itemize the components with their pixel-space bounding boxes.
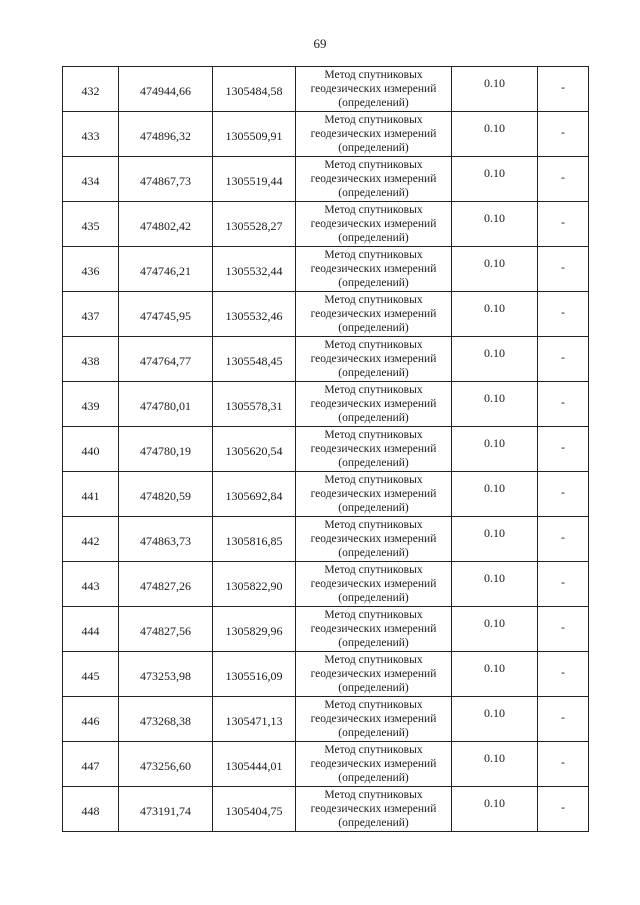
y-coordinate-cell-text: 1305471,13 bbox=[225, 713, 283, 728]
method-cell bbox=[296, 697, 452, 742]
point-number-cell bbox=[63, 112, 119, 157]
method-line: (определений) bbox=[338, 367, 409, 379]
y-coordinate-cell-text: 1305516,09 bbox=[225, 668, 283, 683]
y-coordinate-cell-text: 1305532,46 bbox=[225, 308, 283, 323]
extra-cell-text: - bbox=[561, 79, 565, 94]
x-coordinate-cell-text: 474896,32 bbox=[140, 128, 191, 143]
y-coordinate-cell-text: 1305692,84 bbox=[225, 488, 283, 503]
x-coordinate-cell-text: 474780,19 bbox=[140, 443, 191, 458]
table-row bbox=[63, 427, 589, 472]
method-line: геодезических измерений bbox=[310, 218, 437, 230]
method-line: (определений) bbox=[338, 187, 409, 199]
x-coordinate-cell bbox=[119, 607, 213, 652]
x-coordinate-cell-text: 474827,26 bbox=[140, 578, 191, 593]
y-coordinate-cell bbox=[213, 517, 296, 562]
point-number-cell-text: 440 bbox=[81, 443, 100, 458]
method-line: геодезических измерений bbox=[310, 623, 437, 635]
y-coordinate-cell-text: 1305404,75 bbox=[225, 803, 283, 818]
x-coordinate-cell bbox=[119, 472, 213, 517]
accuracy-cell bbox=[452, 787, 538, 832]
accuracy-cell bbox=[452, 697, 538, 742]
y-coordinate-cell bbox=[213, 787, 296, 832]
y-coordinate-cell-text: 1305484,58 bbox=[225, 83, 283, 98]
table-row bbox=[63, 292, 589, 337]
table-row bbox=[63, 337, 589, 382]
point-number-cell bbox=[63, 562, 119, 607]
method-cell bbox=[296, 157, 452, 202]
accuracy-cell bbox=[452, 202, 538, 247]
accuracy-cell-text: 0.10 bbox=[484, 75, 505, 90]
method-cell bbox=[296, 607, 452, 652]
method-line: (определений) bbox=[338, 592, 409, 604]
x-coordinate-cell-text: 473191,74 bbox=[140, 803, 191, 818]
point-number-cell-text: 435 bbox=[81, 218, 100, 233]
method-line: геодезических измерений bbox=[310, 488, 437, 500]
accuracy-cell-text: 0.10 bbox=[484, 705, 505, 720]
point-number-cell bbox=[63, 382, 119, 427]
method-line: геодезических измерений bbox=[310, 713, 437, 725]
extra-cell bbox=[538, 652, 589, 697]
y-coordinate-cell-text: 1305822,90 bbox=[225, 578, 283, 593]
point-number-cell bbox=[63, 337, 119, 382]
x-coordinate-cell bbox=[119, 787, 213, 832]
y-coordinate-cell-text: 1305444,01 bbox=[225, 758, 283, 773]
y-coordinate-cell bbox=[213, 112, 296, 157]
x-coordinate-cell bbox=[119, 517, 213, 562]
method-cell bbox=[296, 202, 452, 247]
extra-cell bbox=[538, 292, 589, 337]
method-line: Метод спутниковых bbox=[324, 339, 423, 351]
extra-cell bbox=[538, 112, 589, 157]
x-coordinate-cell bbox=[119, 247, 213, 292]
extra-cell bbox=[538, 427, 589, 472]
method-cell bbox=[296, 247, 452, 292]
point-number-cell bbox=[63, 247, 119, 292]
point-number-cell bbox=[63, 472, 119, 517]
point-number-cell bbox=[63, 697, 119, 742]
method-line: геодезических измерений bbox=[310, 533, 437, 545]
method-cell bbox=[296, 292, 452, 337]
accuracy-cell-text: 0.10 bbox=[484, 165, 505, 180]
point-number-cell bbox=[63, 292, 119, 337]
method-line: геодезических измерений bbox=[310, 578, 437, 590]
x-coordinate-cell bbox=[119, 337, 213, 382]
y-coordinate-cell bbox=[213, 67, 296, 112]
method-line: (определений) bbox=[338, 322, 409, 334]
extra-cell-text: - bbox=[561, 259, 565, 274]
y-coordinate-cell bbox=[213, 247, 296, 292]
accuracy-cell bbox=[452, 292, 538, 337]
accuracy-cell bbox=[452, 427, 538, 472]
extra-cell-text: - bbox=[561, 799, 565, 814]
accuracy-cell bbox=[452, 562, 538, 607]
table-row bbox=[63, 742, 589, 787]
y-coordinate-cell-text: 1305532,44 bbox=[225, 263, 283, 278]
method-line: Метод спутниковых bbox=[324, 159, 423, 171]
table-row bbox=[63, 67, 589, 112]
x-coordinate-cell bbox=[119, 382, 213, 427]
accuracy-cell bbox=[452, 337, 538, 382]
y-coordinate-cell bbox=[213, 427, 296, 472]
method-line: (определений) bbox=[338, 637, 409, 649]
x-coordinate-cell-text: 473253,98 bbox=[140, 668, 191, 683]
extra-cell-text: - bbox=[561, 439, 565, 454]
method-cell bbox=[296, 67, 452, 112]
method-line: геодезических измерений bbox=[310, 83, 437, 95]
method-line: геодезических измерений bbox=[310, 308, 437, 320]
accuracy-cell bbox=[452, 67, 538, 112]
extra-cell-text: - bbox=[561, 349, 565, 364]
method-cell bbox=[296, 742, 452, 787]
extra-cell bbox=[538, 562, 589, 607]
method-cell bbox=[296, 517, 452, 562]
x-coordinate-cell bbox=[119, 157, 213, 202]
point-number-cell bbox=[63, 202, 119, 247]
accuracy-cell-text: 0.10 bbox=[484, 795, 505, 810]
point-number-cell bbox=[63, 607, 119, 652]
method-line: Метод спутниковых bbox=[324, 69, 423, 81]
accuracy-cell bbox=[452, 112, 538, 157]
method-cell bbox=[296, 427, 452, 472]
extra-cell bbox=[538, 607, 589, 652]
table-row bbox=[63, 562, 589, 607]
method-line: геодезических измерений bbox=[310, 263, 437, 275]
method-cell bbox=[296, 382, 452, 427]
method-cell bbox=[296, 337, 452, 382]
y-coordinate-cell-text: 1305829,96 bbox=[225, 623, 283, 638]
extra-cell-text: - bbox=[561, 529, 565, 544]
method-line: Метод спутниковых bbox=[324, 519, 423, 531]
point-number-cell-text: 442 bbox=[81, 533, 100, 548]
accuracy-cell-text: 0.10 bbox=[484, 390, 505, 405]
y-coordinate-cell bbox=[213, 742, 296, 787]
accuracy-cell-text: 0.10 bbox=[484, 300, 505, 315]
method-line: Метод спутниковых bbox=[324, 699, 423, 711]
extra-cell-text: - bbox=[561, 214, 565, 229]
extra-cell-text: - bbox=[561, 169, 565, 184]
y-coordinate-cell-text: 1305528,27 bbox=[225, 218, 283, 233]
method-line: (определений) bbox=[338, 142, 409, 154]
extra-cell bbox=[538, 247, 589, 292]
y-coordinate-cell bbox=[213, 337, 296, 382]
x-coordinate-cell-text: 474745,95 bbox=[140, 308, 191, 323]
accuracy-cell bbox=[452, 607, 538, 652]
method-line: (определений) bbox=[338, 457, 409, 469]
y-coordinate-cell-text: 1305816,85 bbox=[225, 533, 283, 548]
accuracy-cell-text: 0.10 bbox=[484, 345, 505, 360]
table-row bbox=[63, 652, 589, 697]
method-line: геодезических измерений bbox=[310, 173, 437, 185]
y-coordinate-cell-text: 1305519,44 bbox=[225, 173, 283, 188]
accuracy-cell bbox=[452, 652, 538, 697]
accuracy-cell-text: 0.10 bbox=[484, 480, 505, 495]
x-coordinate-cell bbox=[119, 562, 213, 607]
method-line: Метод спутниковых bbox=[324, 789, 423, 801]
extra-cell-text: - bbox=[561, 484, 565, 499]
accuracy-cell bbox=[452, 157, 538, 202]
method-line: (определений) bbox=[338, 547, 409, 559]
x-coordinate-cell bbox=[119, 742, 213, 787]
extra-cell-text: - bbox=[561, 619, 565, 634]
point-number-cell-text: 439 bbox=[81, 398, 100, 413]
table-row bbox=[63, 607, 589, 652]
method-cell bbox=[296, 787, 452, 832]
table-row bbox=[63, 157, 589, 202]
point-number-cell-text: 443 bbox=[81, 578, 100, 593]
point-number-cell bbox=[63, 157, 119, 202]
x-coordinate-cell bbox=[119, 697, 213, 742]
method-line: (определений) bbox=[338, 727, 409, 739]
point-number-cell-text: 432 bbox=[81, 83, 100, 98]
point-number-cell-text: 448 bbox=[81, 803, 100, 818]
method-cell bbox=[296, 472, 452, 517]
accuracy-cell-text: 0.10 bbox=[484, 435, 505, 450]
accuracy-cell-text: 0.10 bbox=[484, 660, 505, 675]
accuracy-cell bbox=[452, 382, 538, 427]
table-row bbox=[63, 697, 589, 742]
extra-cell bbox=[538, 67, 589, 112]
point-number-cell-text: 438 bbox=[81, 353, 100, 368]
table-row bbox=[63, 382, 589, 427]
method-line: геодезических измерений bbox=[310, 128, 437, 140]
point-number-cell-text: 447 bbox=[81, 758, 100, 773]
x-coordinate-cell bbox=[119, 652, 213, 697]
accuracy-cell-text: 0.10 bbox=[484, 750, 505, 765]
y-coordinate-cell bbox=[213, 157, 296, 202]
extra-cell-text: - bbox=[561, 574, 565, 589]
page-number: 69 bbox=[313, 36, 327, 51]
method-line: (определений) bbox=[338, 817, 409, 829]
method-line: геодезических измерений bbox=[310, 443, 437, 455]
method-line: (определений) bbox=[338, 412, 409, 424]
table-row bbox=[63, 247, 589, 292]
x-coordinate-cell-text: 474780,01 bbox=[140, 398, 191, 413]
y-coordinate-cell bbox=[213, 202, 296, 247]
point-number-cell-text: 446 bbox=[81, 713, 100, 728]
method-line: Метод спутниковых bbox=[324, 294, 423, 306]
extra-cell-text: - bbox=[561, 304, 565, 319]
x-coordinate-cell bbox=[119, 112, 213, 157]
y-coordinate-cell bbox=[213, 292, 296, 337]
point-number-cell bbox=[63, 742, 119, 787]
extra-cell bbox=[538, 697, 589, 742]
point-number-cell-text: 433 bbox=[81, 128, 100, 143]
method-line: Метод спутниковых bbox=[324, 564, 423, 576]
point-number-cell-text: 444 bbox=[81, 623, 100, 638]
x-coordinate-cell-text: 474827,56 bbox=[140, 623, 191, 638]
method-cell bbox=[296, 112, 452, 157]
x-coordinate-cell-text: 474746,21 bbox=[140, 263, 191, 278]
y-coordinate-cell bbox=[213, 697, 296, 742]
y-coordinate-cell-text: 1305548,45 bbox=[225, 353, 283, 368]
y-coordinate-cell bbox=[213, 472, 296, 517]
accuracy-cell bbox=[452, 742, 538, 787]
table-row bbox=[63, 517, 589, 562]
method-line: геодезических измерений bbox=[310, 398, 437, 410]
method-line: Метод спутниковых bbox=[324, 609, 423, 621]
accuracy-cell-text: 0.10 bbox=[484, 120, 505, 135]
method-line: геодезических измерений bbox=[310, 758, 437, 770]
accuracy-cell-text: 0.10 bbox=[484, 570, 505, 585]
extra-cell bbox=[538, 472, 589, 517]
point-number-cell-text: 441 bbox=[81, 488, 100, 503]
method-line: (определений) bbox=[338, 232, 409, 244]
table-row bbox=[63, 202, 589, 247]
point-number-cell-text: 437 bbox=[81, 308, 100, 323]
method-line: (определений) bbox=[338, 502, 409, 514]
y-coordinate-cell bbox=[213, 562, 296, 607]
y-coordinate-cell-text: 1305578,31 bbox=[225, 398, 283, 413]
method-line: Метод спутниковых bbox=[324, 474, 423, 486]
point-number-cell bbox=[63, 787, 119, 832]
y-coordinate-cell bbox=[213, 382, 296, 427]
point-number-cell bbox=[63, 427, 119, 472]
x-coordinate-cell bbox=[119, 427, 213, 472]
method-line: Метод спутниковых bbox=[324, 204, 423, 216]
y-coordinate-cell bbox=[213, 607, 296, 652]
extra-cell-text: - bbox=[561, 394, 565, 409]
method-line: (определений) bbox=[338, 772, 409, 784]
point-number-cell bbox=[63, 652, 119, 697]
table-row bbox=[63, 787, 589, 832]
method-line: Метод спутниковых bbox=[324, 384, 423, 396]
x-coordinate-cell-text: 474867,73 bbox=[140, 173, 191, 188]
method-line: (определений) bbox=[338, 682, 409, 694]
table-body bbox=[63, 67, 589, 832]
x-coordinate-cell-text: 474944,66 bbox=[140, 83, 191, 98]
method-line: Метод спутниковых bbox=[324, 744, 423, 756]
table-row bbox=[63, 472, 589, 517]
method-line: Метод спутниковых bbox=[324, 249, 423, 261]
table-row bbox=[63, 112, 589, 157]
extra-cell bbox=[538, 382, 589, 427]
method-line: (определений) bbox=[338, 277, 409, 289]
point-number-cell bbox=[63, 517, 119, 562]
x-coordinate-cell bbox=[119, 292, 213, 337]
point-number-cell-text: 445 bbox=[81, 668, 100, 683]
y-coordinate-cell-text: 1305620,54 bbox=[225, 443, 283, 458]
accuracy-cell-text: 0.10 bbox=[484, 525, 505, 540]
x-coordinate-cell bbox=[119, 67, 213, 112]
extra-cell bbox=[538, 742, 589, 787]
method-line: геодезических измерений bbox=[310, 353, 437, 365]
method-line: (определений) bbox=[338, 97, 409, 109]
x-coordinate-cell-text: 473268,38 bbox=[140, 713, 191, 728]
x-coordinate-cell bbox=[119, 202, 213, 247]
extra-cell-text: - bbox=[561, 754, 565, 769]
accuracy-cell-text: 0.10 bbox=[484, 210, 505, 225]
coordinates-table bbox=[62, 66, 589, 832]
extra-cell-text: - bbox=[561, 124, 565, 139]
extra-cell bbox=[538, 787, 589, 832]
x-coordinate-cell-text: 474863,73 bbox=[140, 533, 191, 548]
y-coordinate-cell-text: 1305509,91 bbox=[225, 128, 283, 143]
accuracy-cell bbox=[452, 517, 538, 562]
point-number-cell-text: 436 bbox=[81, 263, 100, 278]
method-line: Метод спутниковых bbox=[324, 114, 423, 126]
x-coordinate-cell-text: 474820,59 bbox=[140, 488, 191, 503]
point-number-cell-text: 434 bbox=[81, 173, 100, 188]
extra-cell bbox=[538, 517, 589, 562]
extra-cell-text: - bbox=[561, 664, 565, 679]
x-coordinate-cell-text: 474764,77 bbox=[140, 353, 191, 368]
extra-cell bbox=[538, 157, 589, 202]
accuracy-cell bbox=[452, 247, 538, 292]
accuracy-cell-text: 0.10 bbox=[484, 615, 505, 630]
method-line: Метод спутниковых bbox=[324, 429, 423, 441]
accuracy-cell bbox=[452, 472, 538, 517]
y-coordinate-cell bbox=[213, 652, 296, 697]
method-cell bbox=[296, 562, 452, 607]
extra-cell-text: - bbox=[561, 709, 565, 724]
method-line: геодезических измерений bbox=[310, 668, 437, 680]
point-number-cell bbox=[63, 67, 119, 112]
extra-cell bbox=[538, 337, 589, 382]
x-coordinate-cell-text: 474802,42 bbox=[140, 218, 191, 233]
extra-cell bbox=[538, 202, 589, 247]
method-line: Метод спутниковых bbox=[324, 654, 423, 666]
x-coordinate-cell-text: 473256,60 bbox=[140, 758, 191, 773]
method-line: геодезических измерений bbox=[310, 803, 437, 815]
accuracy-cell-text: 0.10 bbox=[484, 255, 505, 270]
method-cell bbox=[296, 652, 452, 697]
